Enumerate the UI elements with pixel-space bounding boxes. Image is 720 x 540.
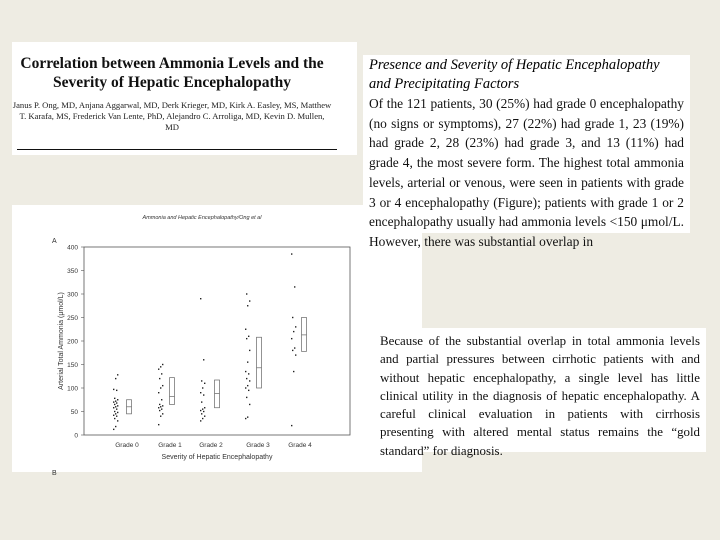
data-point <box>113 415 114 416</box>
data-point <box>160 406 161 407</box>
data-point <box>200 298 201 299</box>
data-point <box>246 378 247 379</box>
data-point <box>293 331 294 332</box>
data-point <box>202 387 203 388</box>
x-axis-label: Severity of Hepatic Encephalopathy <box>161 454 273 461</box>
data-point <box>162 385 163 386</box>
data-point <box>113 407 114 408</box>
y-tick-label: 100 <box>67 385 78 393</box>
data-point <box>247 361 248 362</box>
data-point <box>203 411 204 412</box>
paper-authors: Janus P. Ong, MD, Anjana Aggarwal, MD, Derk Krieger, MD, Kirk A. Easley, MS, Matthew T. Karafa, MS, Frederick Van Lente, PhD, Alejandro C. Arroliga, MD, Kevin D. Mullen, MD <box>12 100 332 132</box>
data-point <box>113 429 114 430</box>
data-point <box>245 387 246 388</box>
data-point <box>292 317 293 318</box>
iqr-box <box>257 337 262 388</box>
data-point <box>204 416 205 417</box>
paper-title-excerpt <box>12 42 357 155</box>
data-point <box>158 369 159 370</box>
data-point <box>161 408 162 409</box>
data-point <box>160 366 161 367</box>
figure-excerpt <box>12 205 422 477</box>
y-tick-label: 50 <box>70 409 78 416</box>
paper-title: Correlation between Ammonia Levels and the Severity of Hepatic Encephalopathy <box>20 55 324 91</box>
data-point <box>117 405 118 406</box>
data-point <box>115 400 116 401</box>
data-point <box>292 350 293 351</box>
results-excerpt <box>363 55 690 249</box>
data-point <box>115 406 116 407</box>
data-point <box>291 425 292 426</box>
data-point <box>294 347 295 348</box>
data-point <box>249 404 250 405</box>
y-tick-label: 0 <box>74 432 78 440</box>
data-point <box>116 390 117 391</box>
data-point <box>200 410 201 411</box>
data-point <box>295 354 296 355</box>
x-tick-label: Grade 1 <box>158 442 182 449</box>
data-point <box>160 416 161 417</box>
data-point <box>203 359 204 360</box>
ammonia-scatter-chart <box>12 205 422 477</box>
data-point <box>114 411 115 412</box>
x-tick-label: Grade 4 <box>288 442 312 449</box>
data-point <box>249 300 250 301</box>
data-point <box>159 404 160 405</box>
data-point <box>246 293 247 294</box>
y-axis-label: Arterial Total Ammonia (μmol/L) <box>58 292 65 390</box>
data-point <box>117 420 118 421</box>
x-tick-label: Grade 2 <box>199 442 223 449</box>
data-point <box>161 399 162 400</box>
running-head: Ammonia and Hepatic Encephalopathy/Ong et al <box>142 215 262 221</box>
data-point <box>291 338 292 339</box>
iqr-box <box>170 378 175 405</box>
data-point <box>114 418 115 419</box>
y-tick-label: 400 <box>67 244 78 252</box>
panel-label: A <box>52 238 57 245</box>
data-point <box>246 397 247 398</box>
data-point <box>162 413 163 414</box>
data-point <box>117 399 118 400</box>
data-point <box>248 390 249 391</box>
data-point <box>248 336 249 337</box>
data-point <box>201 413 202 414</box>
data-point <box>204 407 205 408</box>
data-point <box>248 373 249 374</box>
data-point <box>115 413 116 414</box>
data-point <box>116 402 117 403</box>
data-point <box>245 329 246 330</box>
y-tick-label: 250 <box>67 315 78 322</box>
data-point <box>249 350 250 351</box>
y-tick-label: 150 <box>67 362 78 369</box>
panel-label-next: B <box>52 470 57 477</box>
data-point <box>200 420 201 421</box>
data-point <box>295 326 296 327</box>
divider <box>17 149 337 150</box>
data-point <box>204 383 205 384</box>
data-point <box>158 424 159 425</box>
data-point <box>203 394 204 395</box>
data-point <box>162 364 163 365</box>
data-point <box>246 338 247 339</box>
data-point <box>159 410 160 411</box>
data-point <box>113 401 114 402</box>
conclusion-excerpt <box>372 328 706 458</box>
data-point <box>245 418 246 419</box>
data-point <box>294 286 295 287</box>
iqr-box <box>302 318 307 352</box>
section-body: Of the 121 patients, 30 (25%) had grade 0 encephalopathy (no signs or symptoms), 27 (22%) had grade 1, 23 (19%) had grade 2, 28 (23%) had grade 3, and 13 (11%) had grade 4, the most severe form. The highest total ammonia levels, arterial or venous, were seen in patients with grade 3 or 4 encephalopathy (Figure); patients with grade 1 or 2 encephalopathy usually had ammonia levels <150 μmol/L. However, there was substantial overlap in <box>369 96 684 249</box>
data-point <box>158 392 159 393</box>
data-point <box>200 392 201 393</box>
x-tick-label: Grade 0 <box>115 442 139 449</box>
data-point <box>160 387 161 388</box>
data-point <box>201 380 202 381</box>
data-point <box>114 404 115 405</box>
y-tick-label: 300 <box>67 291 78 299</box>
data-point <box>247 385 248 386</box>
section-heading: Presence and Severity of Hepatic Encephalopathy and Precipitating Factors <box>369 57 660 92</box>
data-point <box>202 418 203 419</box>
data-point <box>158 407 159 408</box>
data-point <box>247 305 248 306</box>
y-tick-label: 350 <box>67 268 78 275</box>
data-point <box>162 405 163 406</box>
data-point <box>116 408 117 409</box>
data-point <box>291 253 292 254</box>
data-point <box>201 401 202 402</box>
data-point <box>116 416 117 417</box>
plot-frame <box>84 247 350 435</box>
data-point <box>247 416 248 417</box>
data-point <box>113 389 114 390</box>
data-point <box>202 408 203 409</box>
data-point <box>117 412 118 413</box>
data-point <box>117 374 118 375</box>
data-point <box>249 380 250 381</box>
data-point <box>245 371 246 372</box>
data-point <box>161 373 162 374</box>
data-point <box>114 398 115 399</box>
data-point <box>293 371 294 372</box>
x-tick-label: Grade 3 <box>246 442 270 449</box>
data-point <box>159 378 160 379</box>
data-point <box>115 378 116 379</box>
conclusion-body: Because of the substantial overlap in total ammonia levels and partial pressures between cirrhotic patients with and without hepatic encephalopathy, a single level has little clinical utility in the diagnosis of hepatic encephalopathy. A careful clinical evaluation in patients with cirrhosis presenting with altered mental status remains the “gold standard” for diagnosis. <box>380 334 700 458</box>
data-point <box>115 426 116 427</box>
y-tick-label: 200 <box>67 338 78 346</box>
